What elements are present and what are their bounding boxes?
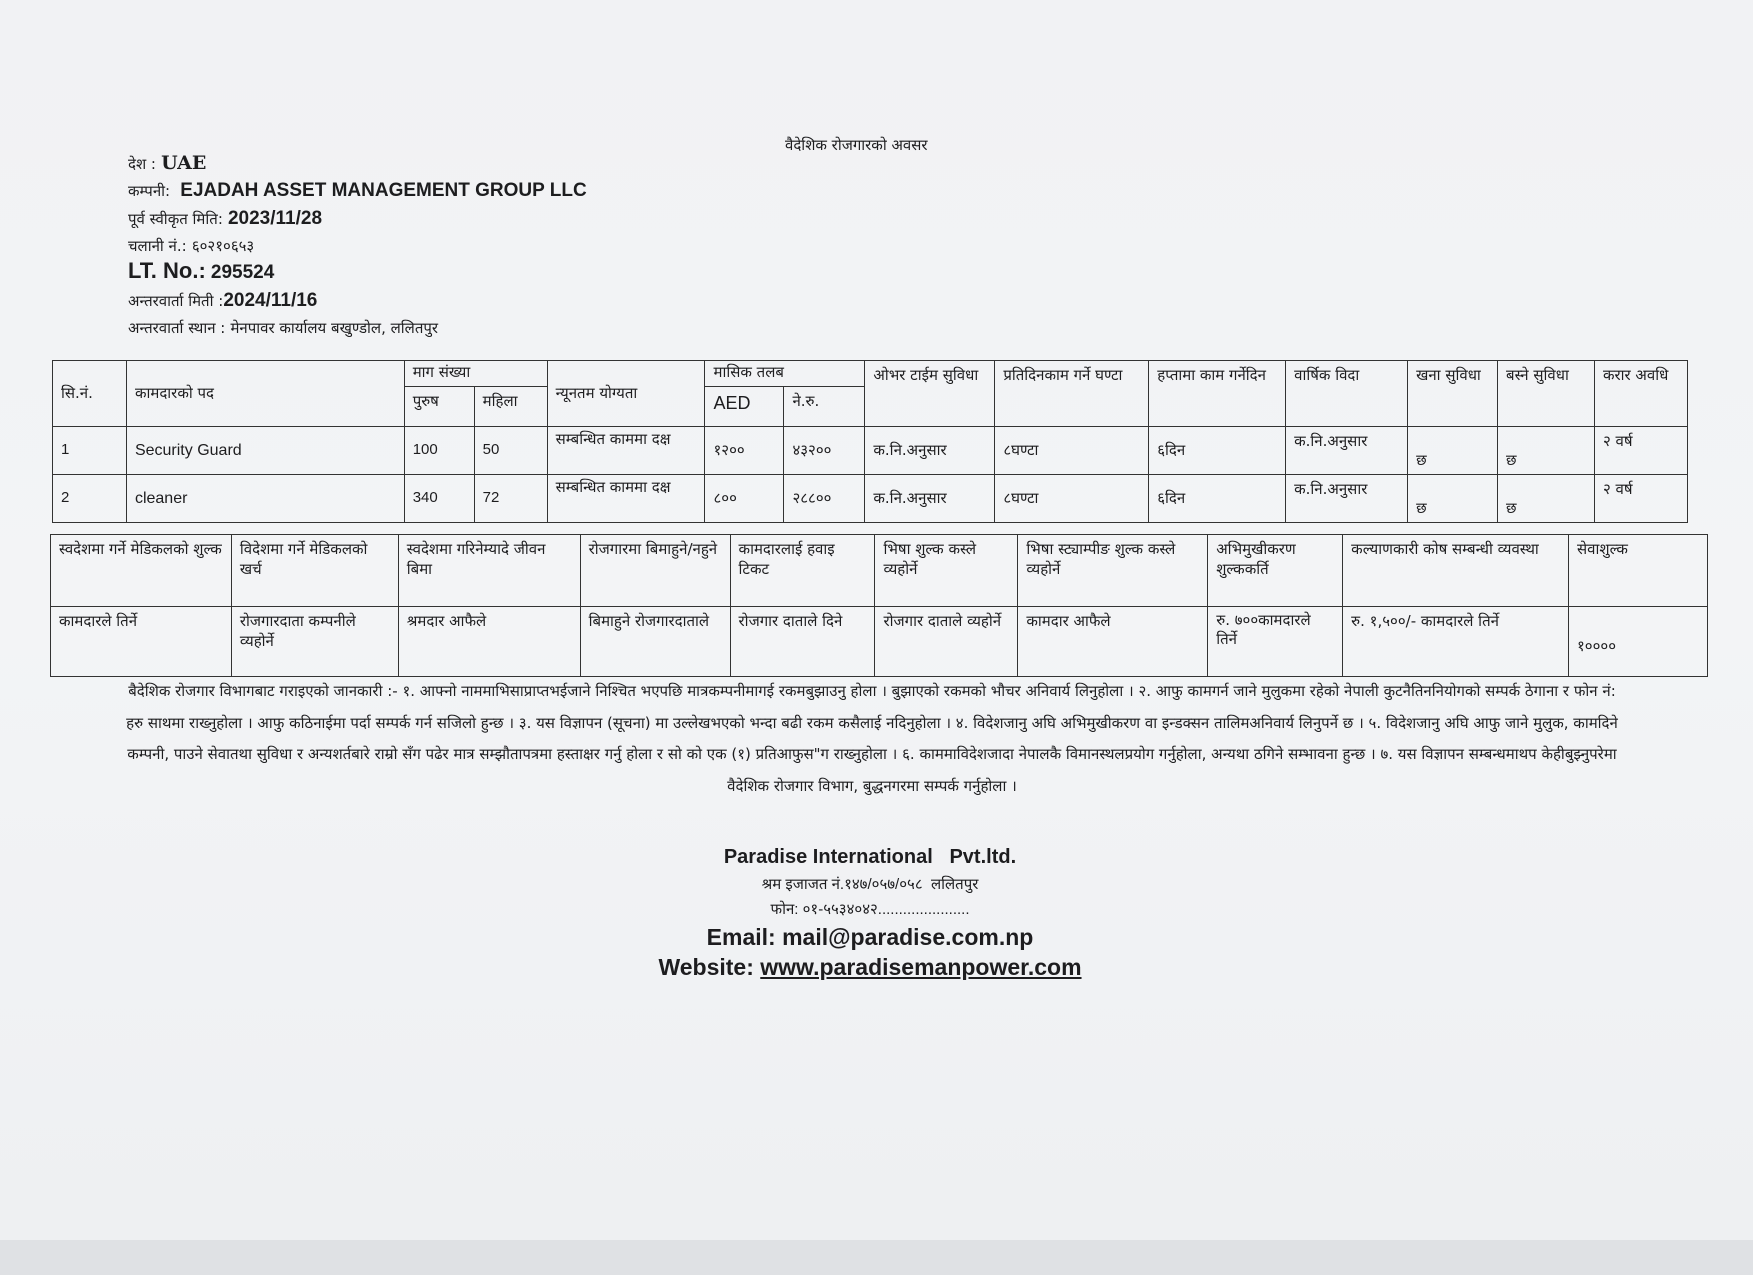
table-row [53, 475, 1688, 523]
company-name: EJADAH ASSET MANAGEMENT GROUP LLC [180, 180, 587, 201]
row-qualification: सम्बन्धित काममा दक्ष [547, 427, 705, 475]
row-accommodation: छ [1498, 475, 1595, 523]
header-visa-stamping: भिषा स्ट्याम्पीङ शुल्क कस्ले व्यहोर्ने [1018, 535, 1208, 607]
row-male: 100 [404, 427, 474, 475]
row-aed: १२०० [705, 427, 784, 475]
row-food: छ [1408, 475, 1498, 523]
value-life-insurance: श्रमदार आफैले [398, 607, 580, 677]
row-contract: २ वर्ष [1594, 475, 1687, 523]
row-daily-hours: ८घण्टा [995, 475, 1149, 523]
dispatch-number: ६०२१०६५३ [191, 237, 255, 255]
header-food: खना सुविधा [1408, 361, 1498, 427]
row-female: 50 [474, 427, 547, 475]
row-food: छ [1408, 427, 1498, 475]
header-position: कामदारको पद [126, 361, 404, 427]
header-life-insurance: स्वदेशमा गरिनेम्यादे जीवन बिमा [398, 535, 580, 607]
row-annual-leave: क.नि.अनुसार [1286, 475, 1408, 523]
header-salary: मासिक तलब [705, 361, 865, 387]
row-npr: ४३२०० [784, 427, 865, 475]
header-welfare-fund: कल्याणकारी कोष सम्बन्धी व्यवस्था [1343, 535, 1569, 607]
page-title: वैदेशिक रोजगारको अवसर [785, 136, 928, 154]
header-home-medical: स्वदेशमा गर्ने मेडिकलको शुल्क [51, 535, 232, 607]
header-visa-fee: भिषा शुल्क कस्ले व्यहोर्ने [875, 535, 1018, 607]
job-positions-table [52, 360, 1688, 523]
row-female: 72 [474, 475, 547, 523]
value-orientation: रु. ७००कामदारले तिर्ने [1208, 607, 1343, 677]
row-annual-leave: क.नि.अनुसार [1286, 427, 1408, 475]
row-contract: २ वर्ष [1594, 427, 1687, 475]
terms-table [50, 534, 1708, 677]
row-overtime: क.नि.अनुसार [865, 427, 995, 475]
scan-background [0, 1240, 1753, 1275]
header-employment-insurance: रोजगारमा बिमाहुने/नहुने [580, 535, 730, 607]
interview-venue: मेनपावर कार्यालय बखुण्डोल, ललितपुर [230, 319, 439, 337]
header-npr: ने.रु. [784, 387, 865, 427]
row-position: cleaner [126, 475, 404, 523]
header-daily-hours: प्रतिदिनकाम गर्ने घण्टा [995, 361, 1149, 427]
agency-email: Email: mail@paradise.com.np [706, 924, 1034, 950]
dispatch-label: चलानी नं.: [128, 237, 187, 255]
value-visa-stamping: कामदार आफैले [1018, 607, 1208, 677]
agency-website [540, 952, 1200, 982]
agency-footer [540, 842, 1200, 982]
header-service-fee: सेवाशुल्क [1569, 535, 1708, 607]
row-weekly-days: ६दिन [1149, 475, 1286, 523]
header-orientation: अभिमुखीकरण शुल्ककर्ति [1208, 535, 1343, 607]
value-air-ticket: रोजगार दाताले दिने [730, 607, 875, 677]
value-abroad-medical: रोजगारदाता कम्पनीले व्यहोर्ने [231, 607, 398, 677]
approval-label: पूर्व स्वीकृत मिति: [128, 210, 223, 228]
interview-date-label: अन्तरवार्ता मिती : [128, 292, 224, 310]
website-link[interactable]: www.paradisemanpower.com [760, 954, 1082, 980]
header-annual-leave: वार्षिक विदा [1286, 361, 1408, 427]
row-weekly-days: ६दिन [1149, 427, 1286, 475]
table-row [53, 427, 1688, 475]
lt-label: LT. No.: [128, 258, 206, 283]
header-air-ticket: कामदारलाई हवाइ टिकट [730, 535, 875, 607]
agency-license: श्रम इजाजत नं.१४७/०५७/०५८ ललितपुर [761, 876, 979, 893]
table-row [51, 607, 1708, 677]
value-visa-fee: रोजगार दाताले व्यहोर्ने [875, 607, 1018, 677]
row-position: Security Guard [126, 427, 404, 475]
header-aed: AED [705, 387, 784, 427]
row-daily-hours: ८घण्टा [995, 427, 1149, 475]
company-label: कम्पनी: [128, 182, 171, 200]
row-qualification: सम्बन्धित काममा दक्ष [547, 475, 705, 523]
header-overtime: ओभर टाईम सुविधा [865, 361, 995, 427]
row-npr: २८८०० [784, 475, 865, 523]
header-qualification: न्यूनतम योग्यता [547, 361, 705, 427]
header-weekly-days: हप्तामा काम गर्नेदिन [1149, 361, 1286, 427]
header-female: महिला [474, 387, 547, 427]
agency-name: Paradise International Pvt.ltd. [723, 846, 1017, 868]
row-sn: 1 [53, 427, 127, 475]
row-male: 340 [404, 475, 474, 523]
row-sn: 2 [53, 475, 127, 523]
header-male: पुरुष [404, 387, 474, 427]
interview-date: 2024/11/16 [223, 290, 318, 311]
value-service-fee: १०००० [1569, 607, 1708, 677]
value-home-medical: कामदारले तिर्ने [51, 607, 232, 677]
header-accommodation: बस्ने सुविधा [1498, 361, 1595, 427]
lt-number: 295524 [210, 262, 275, 283]
website-label: Website: [658, 954, 754, 980]
value-welfare-fund: रु. १,५००/- कामदारले तिर्ने [1343, 607, 1569, 677]
row-aed: ८०० [705, 475, 784, 523]
notice-text: बैदेशिक रोजगार विभागबाट गराइएको जानकारी :- १. आफ्नो नाममाभिसाप्राप्तभईजाने निश्चित भएपछि मात्रकम्पनीमागई रकमबुझाउनु होला । बुझाएको रकमको भौचर अनिवार्य लिनुहोला । २. आफु कामगर्न जाने मुलुकमा रहेको नेपाली कुटनैतिननियोगको सम्पर्क ठेगाना र फोन नं: हरु साथमा राख्नुहोला । आफु कठिनाईमा पर्दा सम्पर्क गर्न सजिलो हुन्छ । ३. यस विज्ञापन (सूचना) मा उल्लेखभएको भन्दा बढी रकम कसैलाई नदिनुहोला । ४. विदेशजानु अघि अभिमुखीकरण वा इन्डक्सन तालिमअनिवार्य लिनुपर्ने छ । ५. विदेशजानु अघि आफु जाने मुलुक, कामदिने कम्पनी, पाउने सेवातथा सुविधा र अन्यशर्तबारे राम्रो सँग पढेर मात्र सम्झौतापत्रमा हस्ताक्षर गर्नु होला र सो को एक (१) प्रतिआफुस"ग राख्नुहोला । ६. काममाविदेशजादा नेपालकै विमानस्थलप्रयोग गर्नुहोला, अन्यथा ठगिने सम्भावना हुन्छ । ७. यस विज्ञापन सम्बन्धमाथप केहीबुझ्नुपरेमा वैदेशिक रोजगार विभाग, बुद्धनगरमा सम्पर्क गर्नुहोला । [126, 682, 1618, 795]
header-abroad-medical: विदेशमा गर्ने मेडिकलको खर्च [231, 535, 398, 607]
row-overtime: क.नि.अनुसार [865, 475, 995, 523]
header-demand: माग संख्या [404, 361, 547, 387]
header-sn: सि.नं. [53, 361, 127, 427]
country-value: UAE [161, 152, 207, 174]
header-contract: करार अवधि [1594, 361, 1687, 427]
row-accommodation: छ [1498, 427, 1595, 475]
country-label: देश : [128, 155, 156, 173]
agency-phone: फोन: ०१-५५३४०४२...................... [770, 901, 970, 918]
interview-venue-label: अन्तरवार्ता स्थान : [128, 319, 226, 337]
value-employment-insurance: बिमाहुने रोजगारदाताले [580, 607, 730, 677]
approval-date: 2023/11/28 [227, 208, 323, 229]
